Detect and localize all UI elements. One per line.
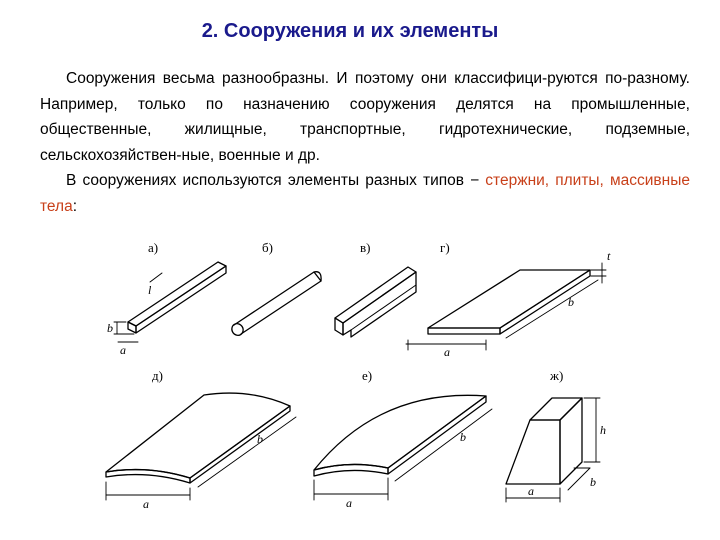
dim-b-g: b [568, 295, 574, 309]
figure-v-label: в) [360, 240, 371, 255]
dim-a-a: a [120, 343, 126, 357]
dim-t: t [607, 249, 611, 263]
figure-a-label: а) [148, 240, 159, 255]
figure-e-label: е) [362, 368, 373, 383]
paragraph-1: Сооружения весьма разнообразны. И поэтому они классифици-руются по-разному. Например, только по назначению сооружения делятся на промышленные, общественные, жилищные, транспортные, гидротехнические, подземные, сельскохозяйствен-ные, военные и др. [40, 70, 690, 164]
figure-zh-solid [506, 368, 606, 502]
figure-g-plate [406, 240, 611, 359]
figure-e-arch [314, 368, 492, 510]
dim-b-a: b [107, 321, 113, 335]
slide-title: 2. Сооружения и их элементы [201, 20, 499, 42]
figure-d-shell [106, 368, 296, 511]
dim-a-g: a [444, 345, 450, 359]
element-figures [0, 225, 720, 540]
body-text [40, 66, 690, 219]
figure-v-angle [335, 240, 416, 337]
dim-b-zh: b [590, 475, 596, 489]
dim-a-e: a [346, 496, 352, 510]
dim-b-e: b [460, 430, 466, 444]
dim-h: h [600, 423, 606, 437]
paragraph-2-lead: В сооружениях используются элементы разных типов − [66, 172, 486, 189]
figure-g-label: г) [440, 240, 450, 255]
paragraph-2 [40, 168, 690, 219]
figure-zh-label: ж) [550, 368, 564, 383]
figure-b-label: б) [262, 240, 273, 255]
dim-b-d: b [257, 432, 263, 446]
dim-a-zh: a [528, 484, 534, 498]
dim-l: l [148, 283, 152, 297]
paragraph-2-end: : [72, 197, 78, 215]
dim-a-d: a [143, 497, 149, 511]
element-types-highlight: стержни, плиты, массивные тела [40, 172, 690, 215]
figure-a-bar [107, 240, 226, 357]
figure-d-label: д) [152, 368, 163, 383]
figure-b-rod [230, 240, 321, 338]
